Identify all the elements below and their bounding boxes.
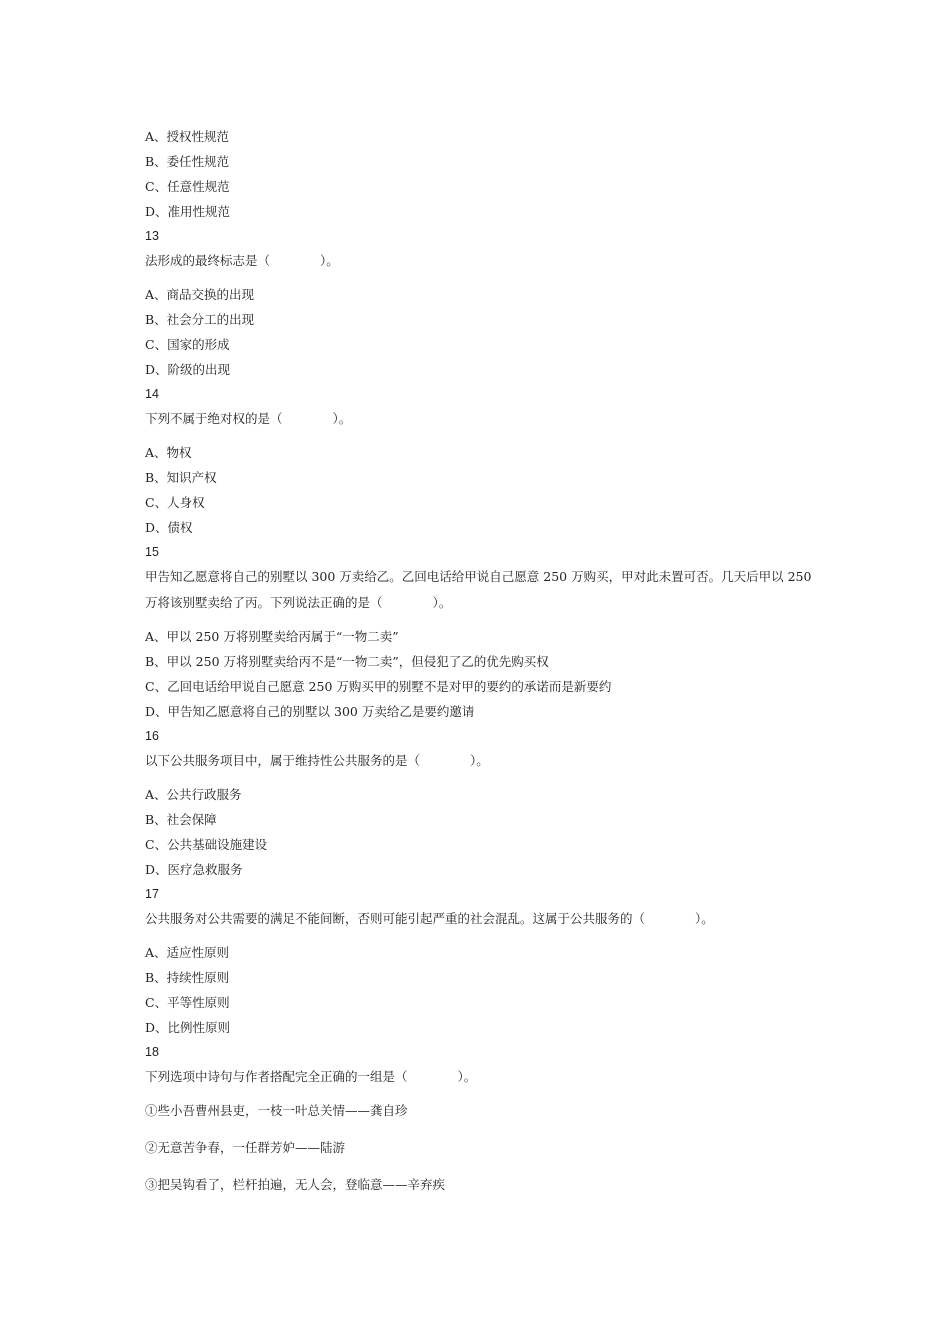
option-a: A、甲以 250 万将别墅卖给丙属于“一物二卖” [145,629,399,644]
option-a: A、适应性原则 [145,945,230,960]
question-stem: 法形成的最终标志是（ ）。 [145,253,339,268]
option-d: D、准用性规范 [145,204,231,219]
option-c: C、任意性规范 [145,179,230,194]
document-page [145,124,825,1209]
option-d: D、比例性原则 [145,1020,231,1035]
option-d: D、债权 [145,520,193,535]
option-b: B、持续性原则 [145,970,230,985]
option-a: A、授权性规范 [145,129,230,144]
option-a: A、商品交换的出现 [145,287,255,302]
option-b: B、委任性规范 [145,154,230,169]
question-number: 16 [145,729,159,743]
question-stem: 下列选项中诗句与作者搭配完全正确的一组是（ ）。 [145,1069,477,1084]
question-stem: 以下公共服务项目中，属于维持性公共服务的是（ ）。 [145,753,489,768]
question-stem: 公共服务对公共需要的满足不能间断，否则可能引起严重的社会混乱。这属于公共服务的（ ）。 [145,911,714,926]
option-c: C、人身权 [145,495,205,510]
poem-item: ③把吴钩看了，栏杆拍遍，无人会，登临意——辛弃疾 [145,1177,446,1192]
option-b: B、知识产权 [145,470,217,485]
question-number: 13 [145,229,159,243]
option-b: B、甲以 250 万将别墅卖给丙不是“一物二卖”，但侵犯了乙的优先购买权 [145,654,549,669]
question-stem [145,564,825,616]
option-c: C、平等性原则 [145,995,230,1010]
option-a: A、公共行政服务 [145,787,242,802]
option-c: C、公共基础设施建设 [145,837,268,852]
option-a: A、物权 [145,445,192,460]
option-c: C、国家的形成 [145,337,230,352]
question-stem-line-1: 甲告知乙愿意将自己的别墅以 300 万卖给乙。乙回电话给甲说自己愿意 250 万购买，甲对此未置可否。几天后甲以 250 [145,569,812,584]
option-b: B、社会保障 [145,812,217,827]
question-stem: 下列不属于绝对权的是（ ）。 [145,411,352,426]
poem-item: ②无意苦争春，一任群芳妒——陆游 [145,1140,346,1155]
option-d: D、阶级的出现 [145,362,231,377]
poem-item: ①些小吾曹州县吏，一枝一叶总关情——龚自珍 [145,1103,408,1118]
question-number: 18 [145,1045,159,1059]
option-d: D、医疗急救服务 [145,862,243,877]
question-number: 15 [145,545,159,559]
option-d: D、甲告知乙愿意将自己的别墅以 300 万卖给乙是要约邀请 [145,704,475,719]
question-stem-line-2: 万将该别墅卖给了丙。下列说法正确的是（ ）。 [145,595,452,610]
option-c: C、乙回电话给甲说自己愿意 250 万购买甲的别墅不是对甲的要约的承诺而是新要约 [145,679,612,694]
question-number: 17 [145,887,159,901]
question-number: 14 [145,387,159,401]
option-b: B、社会分工的出现 [145,312,255,327]
